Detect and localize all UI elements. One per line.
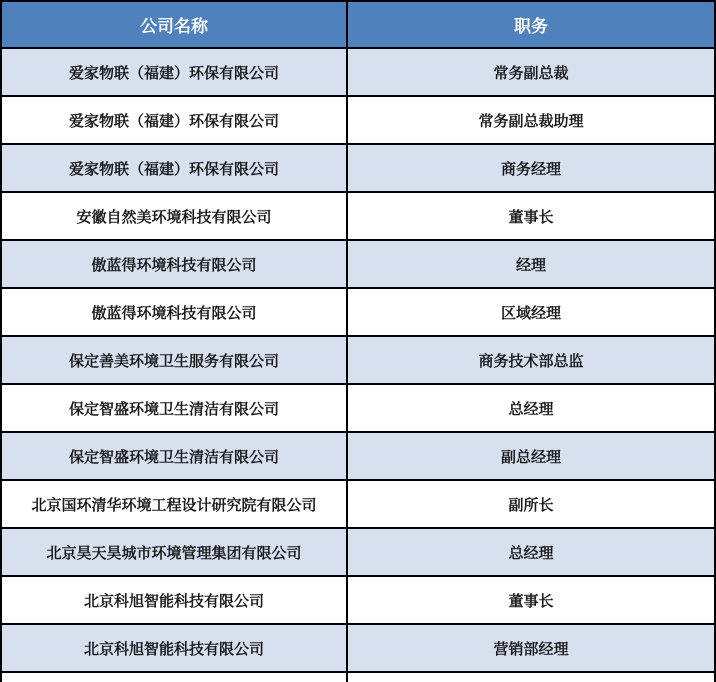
company-cell: 爱家物联（福建）环保有限公司 [1,144,347,192]
title-cell: 董事长 [347,192,715,240]
company-cell: 爱家物联（福建）环保有限公司 [1,48,347,96]
company-cell: 安徽自然美环境科技有限公司 [1,192,347,240]
company-cell: 爱家物联（福建）环保有限公司 [1,96,347,144]
table-header [1,1,715,48]
company-cell: 傲蓝得环境科技有限公司 [1,240,347,288]
title-cell: 常务副总裁助理 [347,96,715,144]
title-cell: 总经理 [347,528,715,576]
table-row [1,624,715,672]
table-row [1,480,715,528]
header-row [1,1,715,48]
title-cell: 董事长 [347,576,715,624]
table-row [1,576,715,624]
company-cell: 北京科旭智能科技有限公司 [1,576,347,624]
table-row [1,96,715,144]
table-row [1,192,715,240]
company-cell: 保定智盛环境卫生清洁有限公司 [1,432,347,480]
table-row [1,336,715,384]
table-row [1,144,715,192]
company-cell: 北京科旭智能科技有限公司 [1,624,347,672]
title-cell: 商务经理 [347,144,715,192]
company-cell: 保定智盛环境卫生清洁有限公司 [1,384,347,432]
table-row [1,432,715,480]
partial-row [1,672,715,682]
table-row [1,288,715,336]
title-cell: 副总经理 [347,432,715,480]
table-row [1,384,715,432]
title-cell: 副所长 [347,480,715,528]
header-cell-company: 公司名称 [1,1,347,48]
title-cell: 区域经理 [347,288,715,336]
title-cell: 常务副总裁 [347,48,715,96]
table-row [1,48,715,96]
company-cell: 北京昊天昊城市环境管理集团有限公司 [1,528,347,576]
header-cell-title: 职务 [347,1,715,48]
table-body [1,48,715,682]
empty-cell [347,672,715,682]
table-row [1,528,715,576]
empty-cell [1,672,347,682]
title-cell: 经理 [347,240,715,288]
company-cell: 北京国环清华环境工程设计研究院有限公司 [1,480,347,528]
table-row [1,240,715,288]
title-cell: 营销部经理 [347,624,715,672]
company-cell: 保定善美环境卫生服务有限公司 [1,336,347,384]
title-cell: 总经理 [347,384,715,432]
title-cell: 商务技术部总监 [347,336,715,384]
company-cell: 傲蓝得环境科技有限公司 [1,288,347,336]
